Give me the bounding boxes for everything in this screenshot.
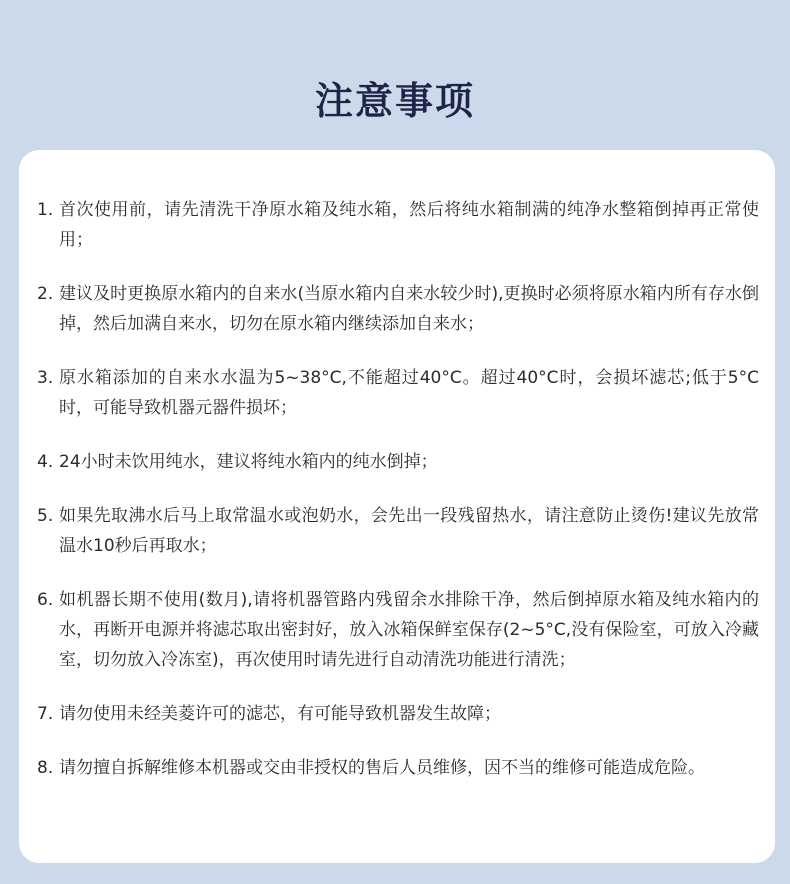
notice-list bbox=[37, 195, 759, 783]
notice-item-1 bbox=[37, 195, 759, 255]
notice-number: 4. bbox=[37, 452, 54, 472]
notice-item-5 bbox=[37, 501, 759, 561]
page-title: 注意事项 bbox=[314, 79, 475, 123]
notice-number: 8. bbox=[37, 758, 54, 778]
notice-text: 原水箱添加的自来水水温为5~38°C,不能超过40°C。超过40°C时，会损坏滤芯;低于5°C时，可能导致机器元器件损坏； bbox=[59, 368, 759, 418]
notice-number: 6. bbox=[37, 590, 54, 610]
notice-number: 1. bbox=[37, 200, 54, 220]
notice-card bbox=[19, 150, 775, 863]
notice-text: 如果先取沸水后马上取常温水或泡奶水，会先出一段残留热水，请注意防止烫伤!建议先放常温水10秒后再取水； bbox=[59, 506, 759, 556]
notice-text: 如机器长期不使用(数月),请将机器管路内残留余水排除干净，然后倒掉原水箱及纯水箱内的水，再断开电源并将滤芯取出密封好，放入冰箱保鲜室保存(2~5°C,没有保险室，可放入冷藏室，切勿放入冷冻室)，再次使用时请先进行自动清洗功能进行清洗； bbox=[59, 590, 759, 670]
notice-number: 3. bbox=[37, 368, 54, 388]
notice-number: 5. bbox=[37, 506, 54, 526]
notice-item-4 bbox=[37, 447, 759, 477]
notice-text: 请勿擅自拆解维修本机器或交由非授权的售后人员维修，因不当的维修可能造成危险。 bbox=[59, 758, 705, 778]
notice-text: 建议及时更换原水箱内的自来水(当原水箱内自来水较少时),更换时必须将原水箱内所有存水倒掉，然后加满自来水，切勿在原水箱内继续添加自来水； bbox=[59, 284, 759, 334]
notice-number: 7. bbox=[37, 704, 54, 724]
notice-item-6 bbox=[37, 585, 759, 675]
notice-item-2 bbox=[37, 279, 759, 339]
notice-item-3 bbox=[37, 363, 759, 423]
notice-item-8 bbox=[37, 753, 759, 783]
notice-text: 请勿使用未经美菱许可的滤芯，有可能导致机器发生故障； bbox=[59, 704, 501, 724]
notice-text: 24小时未饮用纯水，建议将纯水箱内的纯水倒掉； bbox=[59, 452, 438, 472]
notice-text: 首次使用前，请先清洗干净原水箱及纯水箱，然后将纯水箱制满的纯净水整箱倒掉再正常使用； bbox=[59, 200, 759, 250]
notice-item-7 bbox=[37, 699, 759, 729]
notice-number: 2. bbox=[37, 284, 54, 304]
